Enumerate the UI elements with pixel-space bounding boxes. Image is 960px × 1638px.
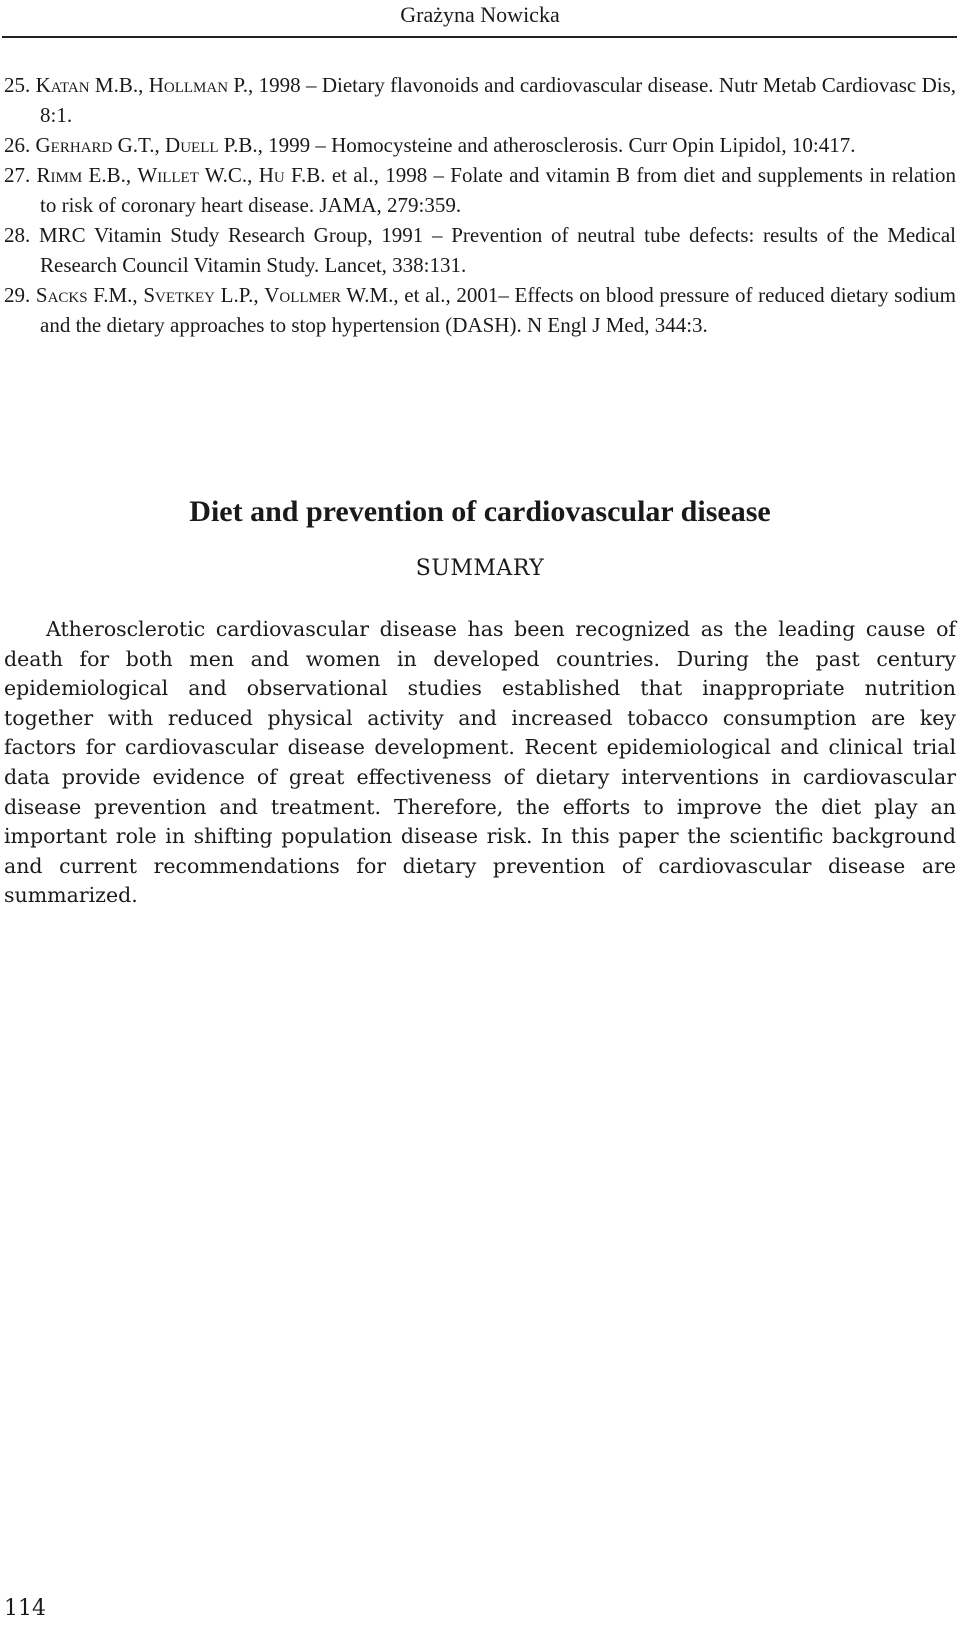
author-initials: P.B.: [218, 133, 258, 157]
author-initials: W.C.,: [198, 163, 259, 187]
reference-number: 25.: [4, 73, 31, 97]
author-initials: M.B.,: [89, 73, 149, 97]
author-initials: F.B. et al.: [284, 163, 374, 187]
author-surname: Rimm: [36, 163, 83, 187]
author-initials: G.T.,: [112, 133, 166, 157]
reference-text: , 1998 – Folate and vitamin B from diet and supplements in relation to risk of coronary heart disease. JAMA, 279:359.: [40, 163, 956, 217]
reference-number: 27.: [4, 163, 31, 187]
reference-number: 28.: [4, 223, 31, 247]
author-initials: E.B.,: [82, 163, 138, 187]
summary-title: Diet and prevention of cardiovascular disease: [189, 495, 771, 528]
reference-text: MRC Vitamin Study Research Group, 1991 – Prevention of neutral tube defects: results of the Medical Research Council Vitamin Study. Lancet, 338:131.: [38, 223, 956, 277]
author-initials: L.P.,: [215, 283, 265, 307]
reference-text: , 1999 – Homocysteine and atherosclerosis. Curr Opin Lipidol, 10:417.: [257, 133, 856, 157]
reference-list: [4, 70, 956, 340]
summary-body: Atherosclerotic cardiovascular disease has been recognized as the leading cause of death for both men and women in developed countries. During the past century epidemiological and observational studies established that inappropriate nutrition together with reduced physical activity and increased tobacco consumption are key factors for cardiovascular disease development. Recent epidemiological and clinical trial data provide evidence of great effectiveness of dietary interventions in cardiovascular disease prevention and treatment. Therefore, the efforts to improve the diet play an important role in shifting population disease risk. In this paper the scientific background and current recommendations for dietary prevention of cardiovascular disease are summarized.: [4, 617, 956, 908]
author-initials: W.M., et al.: [341, 283, 446, 307]
summary-heading: SUMMARY: [415, 556, 545, 581]
author-surname: Hu: [258, 163, 285, 187]
author-initials: P.: [228, 73, 249, 97]
reference-26: [4, 130, 956, 160]
author-surname: Vollmer: [264, 283, 342, 307]
page-number: 114: [4, 1596, 46, 1621]
reference-29: [4, 280, 956, 340]
author-surname: Sacks: [35, 283, 88, 307]
running-head-author: Grażyna Nowicka: [400, 2, 560, 27]
author-initials: F.M.,: [87, 283, 144, 307]
author-surname: Katan: [35, 73, 90, 97]
header-rule: [2, 36, 957, 38]
reference-25: [4, 70, 956, 130]
author-surname: Hollman: [148, 73, 229, 97]
reference-28: [4, 220, 956, 280]
reference-27: [4, 160, 956, 220]
reference-text: , 2001– Effects on blood pressure of reduced dietary sodium and the dietary approaches to stop hypertension (DASH). N Engl J Med, 344:3.: [40, 283, 957, 337]
reference-text: , 1998 – Dietary flavonoids and cardiovascular disease. Nutr Metab Cardiovasc Dis, 8:1.: [40, 73, 957, 127]
author-surname: Duell: [165, 133, 219, 157]
author-surname: Gerhard: [35, 133, 113, 157]
author-surname: Svetkey: [143, 283, 215, 307]
reference-number: 26.: [4, 133, 31, 157]
reference-number: 29.: [4, 283, 31, 307]
author-surname: Willet: [137, 163, 199, 187]
